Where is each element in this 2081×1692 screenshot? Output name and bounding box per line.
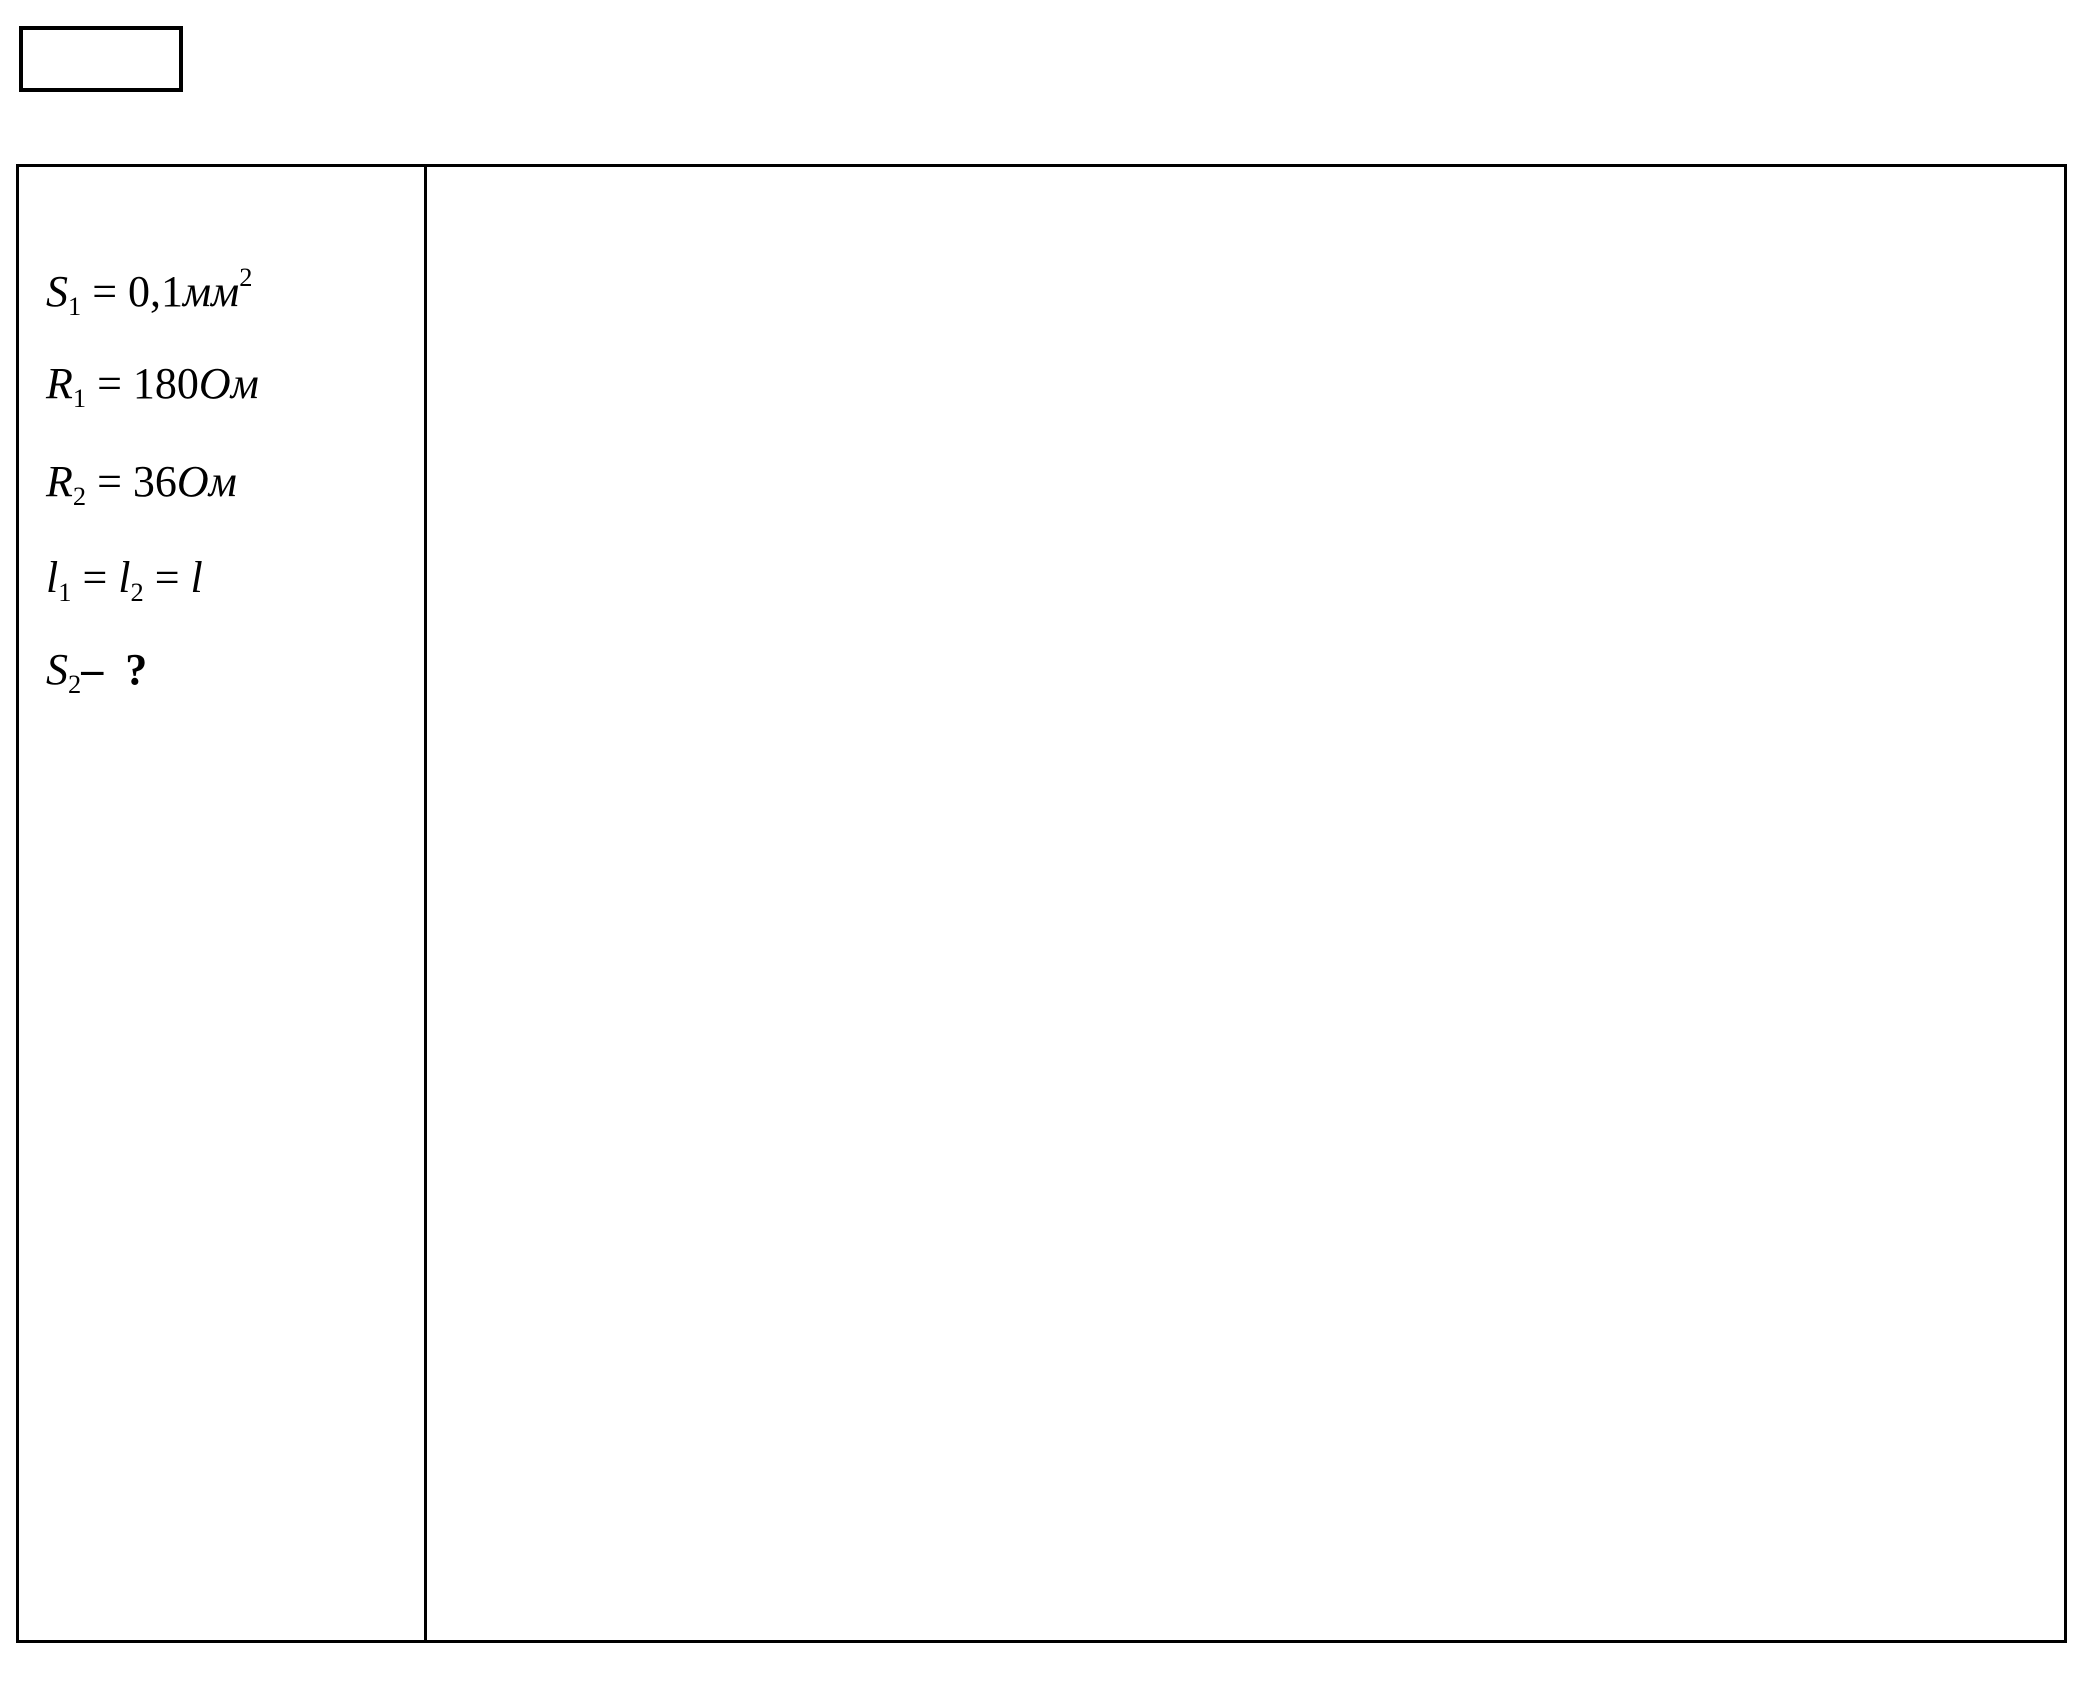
given-l: $l_1 = l_2 = l$ <box>46 553 203 608</box>
column-divider <box>424 164 427 1643</box>
solution-table <box>16 164 2067 1643</box>
given-r2: $R_2 = 36Ом$ <box>46 457 237 512</box>
given-r1: $R_1 = 180Ом$ <box>46 359 259 414</box>
given-unknown: $S_2-$ ? <box>46 645 148 700</box>
given-s1: $S_1 = 0,1мм^2$ <box>46 262 253 322</box>
task-number <box>19 26 183 92</box>
